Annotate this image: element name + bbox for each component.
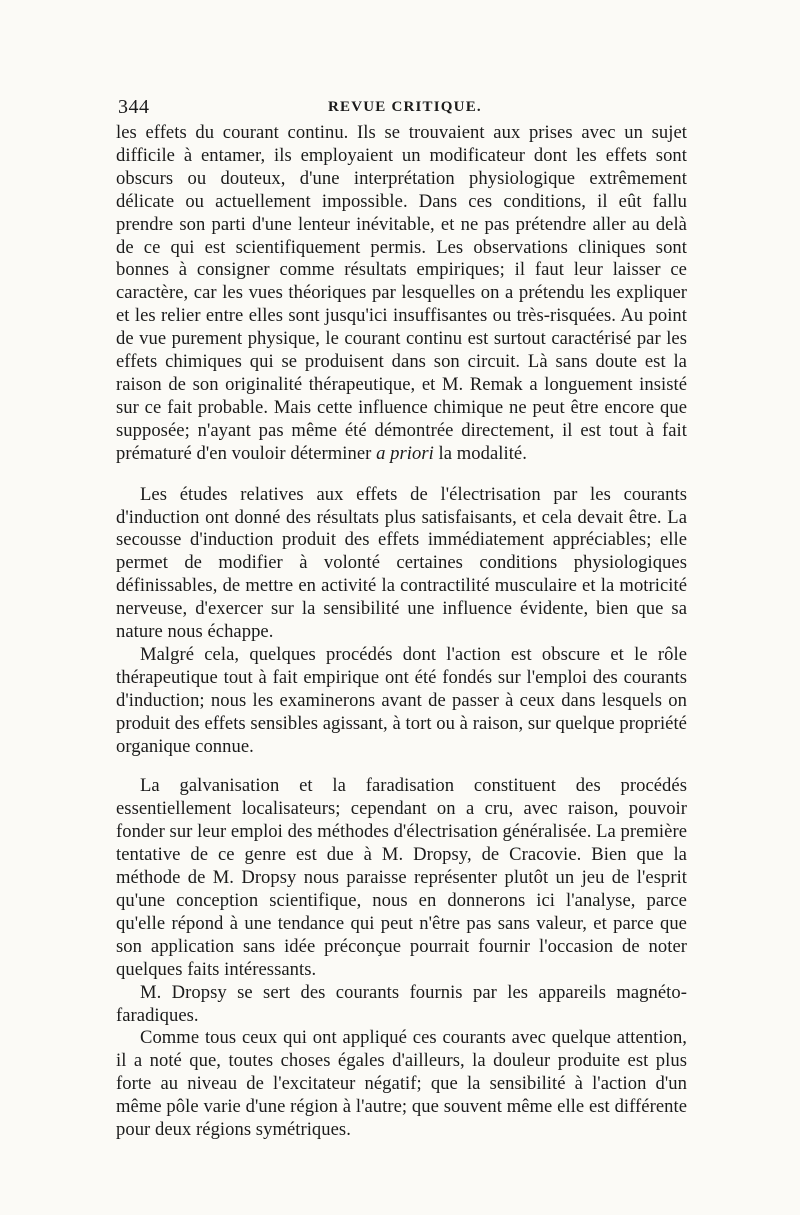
page-number: 344 [118, 96, 150, 118]
body-text [116, 122, 687, 1142]
book-page [116, 96, 687, 1142]
running-title: REVUE CRITIQUE. [328, 99, 482, 115]
running-head [116, 96, 687, 122]
paragraph-empirical-procedures: Malgré cela, quelques procédés dont l'action est obscure et le rôle thérapeutique tout à fait empirique ont été fondés sur l'emploi des courants d'induction; nous les examinerons avant de passer à ceux dans lesquels on produit des effets sensibles agissant, à tort ou à raison, sur quelque propriété organique connue. [116, 643, 687, 757]
paragraph-sensitivity: Comme tous ceux qui ont appliqué ces courants avec quelque attention, il a noté que, toutes choses égales d'ailleurs, la douleur produite est plus forte au niveau de l'excitateur négatif; que la sensibilité à l'action d'un même pôle varie d'une région à l'autre; que souvent même elle est différente pour deux régions symétriques. [116, 1027, 687, 1141]
paragraph-text: les effets du courant continu. Ils se trouvaient aux prises avec un sujet difficile à entamer, ils employaient un modificateur dont les effets sont obscurs ou douteux, d'une interprétation physiologique extrêmement délicate ou actuellement impossible. Dans ces conditions, il eût fallu prendre son parti d'une lenteur inévitable, et ne pas prétendre aller au delà de ce qui est scientifiquement permis. Les observations cliniques sont bonnes à consigner comme résultats empiriques; il faut leur laisser ce caractère, car les vues théoriques par lesquelles on a prétendu les expliquer et les relier entre elles sont jusqu'ici insuffisantes ou très-risquées. Au point de vue purement physique, le courant continu est surtout caractérisé par les effets chimiques qui se produisent dans son circuit. Là sans doute est la raison de son originalité thérapeutique, et M. Remak a longuement insisté sur ce fait probable. Mais cette influence chimique ne peut être encore que supposée; n'ayant pas même été démontrée directement, il est tout à fait prématuré d'en vouloir déterminer [116, 122, 687, 464]
paragraph-text-end: la modalité. [433, 442, 527, 464]
paragraph-continuation [116, 122, 687, 466]
italic-phrase: a priori [376, 442, 434, 464]
paragraph-generalized-electrisation: La galvanisation et la faradisation constituent des procédés essentiellement localisateurs; cependant on a cru, avec raison, pouvoir fonder sur leur emploi des méthodes d'électrisation généralisée. La première tentative de ce genre est due à M. Dropsy, de Cracovie. Bien que la méthode de M. Dropsy nous paraisse représenter plutôt un jeu de l'esprit qu'une conception scientifique, nous en donnerons ici l'analyse, parce qu'elle répond à une tendance qui peut n'être pas sans valeur, et parce que son application sans idée préconçue pourrait fournir l'occasion de noter quelques faits intéressants. [116, 775, 687, 980]
paragraph-dropsy-apparatus: M. Dropsy se sert des courants fournis par les appareils magnéto-faradiques. [116, 981, 687, 1026]
paragraph-induction-studies: Les études relatives aux effets de l'électrisation par les courants d'induction ont donné des résultats plus satisfaisants, et cela devait être. La secousse d'induction produit des effets immédiatement appréciables; elle permet de modifier à volonté certaines conditions physiologiques définissables, de mettre en activité la contractilité musculaire et la motricité nerveuse, d'exercer sur la sensibilité une influence évidente, bien que sa nature nous échappe. [116, 483, 687, 643]
